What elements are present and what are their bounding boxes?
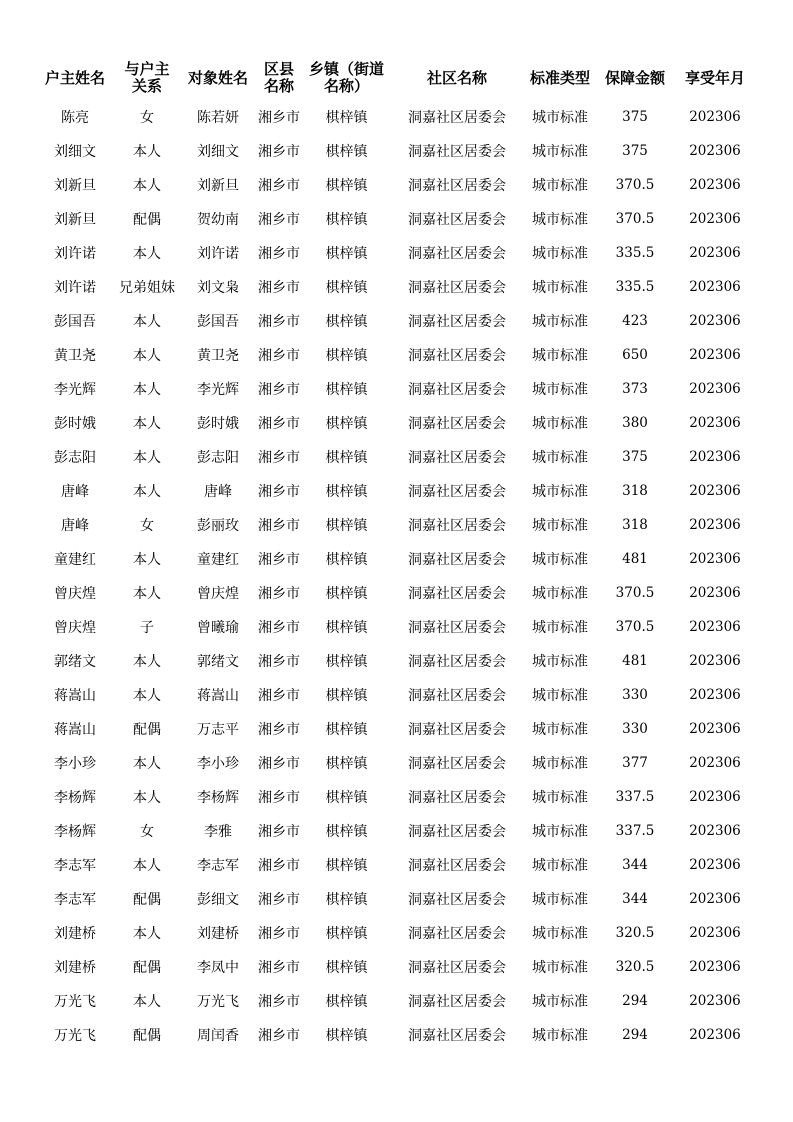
table-row xyxy=(38,542,755,576)
cell-period: 202306 xyxy=(689,313,741,329)
table-row xyxy=(38,270,755,304)
cell-county: 湘乡市 xyxy=(258,178,300,194)
cell-county: 湘乡市 xyxy=(258,688,300,704)
cell-town: 棋梓镇 xyxy=(325,552,368,568)
table-row xyxy=(38,168,755,202)
table-row xyxy=(38,882,755,916)
cell-standard-type: 城市标准 xyxy=(532,416,588,432)
cell-period: 202306 xyxy=(689,279,741,295)
table-row xyxy=(38,338,755,372)
cell-period: 202306 xyxy=(689,755,741,771)
cell-amount: 335.5 xyxy=(615,245,655,261)
allowance-table xyxy=(38,56,755,1052)
cell-amount: 330 xyxy=(622,721,648,737)
cell-standard-type: 城市标准 xyxy=(532,1028,588,1044)
cell-household-head: 刘新旦 xyxy=(54,212,96,228)
cell-amount: 335.5 xyxy=(615,279,655,295)
cell-amount: 370.5 xyxy=(615,177,655,193)
cell-household-head: 万光飞 xyxy=(54,1028,96,1044)
cell-amount: 320.5 xyxy=(615,925,655,941)
cell-standard-type: 城市标准 xyxy=(532,348,588,364)
cell-county: 湘乡市 xyxy=(258,790,300,806)
cell-period: 202306 xyxy=(689,483,741,499)
cell-standard-type: 城市标准 xyxy=(532,688,588,704)
cell-household-head: 万光飞 xyxy=(54,994,96,1010)
cell-standard-type: 城市标准 xyxy=(532,620,588,636)
cell-community: 洞嘉社区居委会 xyxy=(408,484,506,500)
cell-recipient-name: 刘新旦 xyxy=(197,178,239,194)
cell-relationship: 本人 xyxy=(133,756,161,772)
cell-period: 202306 xyxy=(689,721,741,737)
cell-standard-type: 城市标准 xyxy=(532,314,588,330)
cell-household-head: 陈亮 xyxy=(61,110,89,126)
cell-town: 棋梓镇 xyxy=(325,280,368,296)
cell-community: 洞嘉社区居委会 xyxy=(408,756,506,772)
cell-county: 湘乡市 xyxy=(258,620,300,636)
table-row xyxy=(38,916,755,950)
cell-period: 202306 xyxy=(689,109,741,125)
table-row xyxy=(38,712,755,746)
cell-community: 洞嘉社区居委会 xyxy=(408,348,506,364)
cell-town: 棋梓镇 xyxy=(325,1028,368,1044)
cell-recipient-name: 彭细文 xyxy=(197,892,239,908)
table-row xyxy=(38,1018,755,1052)
cell-recipient-name: 刘许诺 xyxy=(197,246,239,262)
cell-town: 棋梓镇 xyxy=(325,756,368,772)
cell-town: 棋梓镇 xyxy=(325,688,368,704)
cell-relationship: 配偶 xyxy=(133,212,161,228)
cell-household-head: 彭国吾 xyxy=(54,314,96,330)
cell-period: 202306 xyxy=(689,653,741,669)
cell-standard-type: 城市标准 xyxy=(532,858,588,874)
cell-town: 棋梓镇 xyxy=(325,110,368,126)
cell-period: 202306 xyxy=(689,449,741,465)
cell-community: 洞嘉社区居委会 xyxy=(408,994,506,1010)
cell-recipient-name: 唐峰 xyxy=(204,484,232,500)
header-standard-type: 标准类型 xyxy=(529,68,590,87)
cell-standard-type: 城市标准 xyxy=(532,790,588,806)
cell-county: 湘乡市 xyxy=(258,314,300,330)
table-row xyxy=(38,610,755,644)
cell-period: 202306 xyxy=(689,687,741,703)
cell-standard-type: 城市标准 xyxy=(532,756,588,772)
cell-relationship: 本人 xyxy=(133,790,161,806)
cell-standard-type: 城市标准 xyxy=(532,212,588,228)
cell-town: 棋梓镇 xyxy=(325,246,368,262)
cell-relationship: 本人 xyxy=(133,654,161,670)
cell-amount: 481 xyxy=(622,551,648,567)
cell-period: 202306 xyxy=(689,823,741,839)
cell-standard-type: 城市标准 xyxy=(532,960,588,976)
table-row xyxy=(38,474,755,508)
cell-town: 棋梓镇 xyxy=(325,960,368,976)
cell-recipient-name: 万光飞 xyxy=(197,994,239,1010)
cell-town: 棋梓镇 xyxy=(325,382,368,398)
cell-amount: 337.5 xyxy=(615,789,655,805)
cell-relationship: 配偶 xyxy=(133,722,161,738)
cell-standard-type: 城市标准 xyxy=(532,484,588,500)
document-page xyxy=(38,56,755,1052)
cell-relationship: 配偶 xyxy=(133,960,161,976)
cell-amount: 375 xyxy=(622,143,648,159)
cell-period: 202306 xyxy=(689,143,741,159)
cell-household-head: 彭志阳 xyxy=(54,450,96,466)
table-row xyxy=(38,304,755,338)
cell-standard-type: 城市标准 xyxy=(532,246,588,262)
cell-town: 棋梓镇 xyxy=(325,450,368,466)
cell-standard-type: 城市标准 xyxy=(532,178,588,194)
cell-recipient-name: 周闰香 xyxy=(197,1028,239,1044)
cell-community: 洞嘉社区居委会 xyxy=(408,620,506,636)
cell-standard-type: 城市标准 xyxy=(532,722,588,738)
cell-amount: 370.5 xyxy=(615,211,655,227)
cell-relationship: 本人 xyxy=(133,688,161,704)
cell-town: 棋梓镇 xyxy=(325,348,368,364)
cell-household-head: 李杨辉 xyxy=(54,790,96,806)
cell-county: 湘乡市 xyxy=(258,892,300,908)
cell-standard-type: 城市标准 xyxy=(532,552,588,568)
cell-county: 湘乡市 xyxy=(258,450,300,466)
cell-standard-type: 城市标准 xyxy=(532,518,588,534)
cell-community: 洞嘉社区居委会 xyxy=(408,892,506,908)
cell-recipient-name: 刘文枭 xyxy=(197,280,239,296)
table-row xyxy=(38,576,755,610)
cell-household-head: 刘许诺 xyxy=(54,246,96,262)
cell-county: 湘乡市 xyxy=(258,756,300,772)
table-row xyxy=(38,134,755,168)
table-row xyxy=(38,202,755,236)
cell-period: 202306 xyxy=(689,177,741,193)
cell-period: 202306 xyxy=(689,551,741,567)
cell-county: 湘乡市 xyxy=(258,994,300,1010)
cell-town: 棋梓镇 xyxy=(325,212,368,228)
cell-recipient-name: 郭绪文 xyxy=(197,654,239,670)
cell-relationship: 本人 xyxy=(133,484,161,500)
cell-household-head: 刘建桥 xyxy=(54,926,96,942)
cell-relationship: 本人 xyxy=(133,450,161,466)
cell-county: 湘乡市 xyxy=(258,654,300,670)
cell-standard-type: 城市标准 xyxy=(532,994,588,1010)
cell-county: 湘乡市 xyxy=(258,518,300,534)
cell-household-head: 蒋嵩山 xyxy=(54,722,96,738)
cell-amount: 370.5 xyxy=(615,585,655,601)
cell-household-head: 黄卫尧 xyxy=(54,348,96,364)
cell-household-head: 刘许诺 xyxy=(54,280,96,296)
cell-amount: 380 xyxy=(622,415,648,431)
cell-recipient-name: 刘细文 xyxy=(197,144,239,160)
cell-county: 湘乡市 xyxy=(258,1028,300,1044)
cell-recipient-name: 黄卫尧 xyxy=(197,348,239,364)
cell-recipient-name: 万志平 xyxy=(197,722,239,738)
cell-community: 洞嘉社区居委会 xyxy=(408,790,506,806)
cell-period: 202306 xyxy=(689,211,741,227)
cell-standard-type: 城市标准 xyxy=(532,892,588,908)
table-row xyxy=(38,984,755,1018)
cell-town: 棋梓镇 xyxy=(325,892,368,908)
cell-community: 洞嘉社区居委会 xyxy=(408,654,506,670)
cell-amount: 318 xyxy=(622,483,648,499)
header-amount: 保障金额 xyxy=(604,68,665,87)
cell-relationship: 女 xyxy=(140,824,154,840)
cell-community: 洞嘉社区居委会 xyxy=(408,382,506,398)
table-body xyxy=(38,100,755,1052)
cell-household-head: 童建红 xyxy=(54,552,96,568)
cell-relationship: 本人 xyxy=(133,314,161,330)
cell-town: 棋梓镇 xyxy=(325,620,368,636)
cell-relationship: 本人 xyxy=(133,144,161,160)
cell-community: 洞嘉社区居委会 xyxy=(408,178,506,194)
cell-county: 湘乡市 xyxy=(258,110,300,126)
header-town: 乡镇（街道 名称） xyxy=(308,60,384,95)
cell-recipient-name: 李志军 xyxy=(197,858,239,874)
table-row xyxy=(38,746,755,780)
cell-community: 洞嘉社区居委会 xyxy=(408,110,506,126)
cell-relationship: 本人 xyxy=(133,348,161,364)
cell-relationship: 配偶 xyxy=(133,1028,161,1044)
cell-relationship: 女 xyxy=(140,518,154,534)
cell-standard-type: 城市标准 xyxy=(532,144,588,160)
cell-period: 202306 xyxy=(689,857,741,873)
cell-recipient-name: 彭志阳 xyxy=(197,450,239,466)
cell-town: 棋梓镇 xyxy=(325,926,368,942)
cell-period: 202306 xyxy=(689,959,741,975)
cell-county: 湘乡市 xyxy=(258,416,300,432)
cell-community: 洞嘉社区居委会 xyxy=(408,1028,506,1044)
cell-relationship: 本人 xyxy=(133,416,161,432)
cell-period: 202306 xyxy=(689,891,741,907)
cell-relationship: 本人 xyxy=(133,586,161,602)
header-period: 享受年月 xyxy=(684,68,745,87)
cell-household-head: 彭时娥 xyxy=(54,416,96,432)
cell-recipient-name: 曾庆煌 xyxy=(197,586,239,602)
cell-period: 202306 xyxy=(689,245,741,261)
header-household-head: 户主姓名 xyxy=(44,68,105,87)
cell-relationship: 本人 xyxy=(133,926,161,942)
table-row xyxy=(38,508,755,542)
cell-standard-type: 城市标准 xyxy=(532,824,588,840)
cell-county: 湘乡市 xyxy=(258,960,300,976)
cell-recipient-name: 李光辉 xyxy=(197,382,239,398)
cell-amount: 320.5 xyxy=(615,959,655,975)
cell-community: 洞嘉社区居委会 xyxy=(408,246,506,262)
header-relationship: 与户主 关系 xyxy=(124,60,170,95)
cell-standard-type: 城市标准 xyxy=(532,382,588,398)
cell-standard-type: 城市标准 xyxy=(532,586,588,602)
cell-period: 202306 xyxy=(689,925,741,941)
table-row xyxy=(38,678,755,712)
cell-community: 洞嘉社区居委会 xyxy=(408,824,506,840)
cell-household-head: 李杨辉 xyxy=(54,824,96,840)
cell-amount: 337.5 xyxy=(615,823,655,839)
cell-relationship: 配偶 xyxy=(133,892,161,908)
cell-relationship: 本人 xyxy=(133,178,161,194)
cell-household-head: 李小珍 xyxy=(54,756,96,772)
cell-county: 湘乡市 xyxy=(258,552,300,568)
cell-household-head: 郭绪文 xyxy=(54,654,96,670)
cell-amount: 375 xyxy=(622,109,648,125)
cell-household-head: 唐峰 xyxy=(61,518,89,534)
cell-county: 湘乡市 xyxy=(258,722,300,738)
cell-amount: 294 xyxy=(622,1027,648,1043)
cell-recipient-name: 李雅 xyxy=(204,824,232,840)
cell-community: 洞嘉社区居委会 xyxy=(408,552,506,568)
cell-amount: 423 xyxy=(622,313,648,329)
cell-community: 洞嘉社区居委会 xyxy=(408,518,506,534)
cell-town: 棋梓镇 xyxy=(325,654,368,670)
table-row xyxy=(38,440,755,474)
cell-relationship: 女 xyxy=(140,110,154,126)
cell-recipient-name: 曾曦瑜 xyxy=(197,620,239,636)
cell-county: 湘乡市 xyxy=(258,382,300,398)
cell-amount: 370.5 xyxy=(615,619,655,635)
cell-household-head: 刘新旦 xyxy=(54,178,96,194)
cell-county: 湘乡市 xyxy=(258,246,300,262)
cell-standard-type: 城市标准 xyxy=(532,280,588,296)
cell-amount: 330 xyxy=(622,687,648,703)
cell-community: 洞嘉社区居委会 xyxy=(408,314,506,330)
cell-town: 棋梓镇 xyxy=(325,416,368,432)
cell-amount: 344 xyxy=(622,891,648,907)
cell-amount: 377 xyxy=(622,755,648,771)
cell-relationship: 本人 xyxy=(133,552,161,568)
cell-period: 202306 xyxy=(689,381,741,397)
cell-community: 洞嘉社区居委会 xyxy=(408,722,506,738)
cell-community: 洞嘉社区居委会 xyxy=(408,586,506,602)
cell-relationship: 兄弟姐妹 xyxy=(119,280,175,296)
cell-standard-type: 城市标准 xyxy=(532,926,588,942)
cell-recipient-name: 刘建桥 xyxy=(197,926,239,942)
cell-community: 洞嘉社区居委会 xyxy=(408,858,506,874)
cell-recipient-name: 李小珍 xyxy=(197,756,239,772)
cell-community: 洞嘉社区居委会 xyxy=(408,416,506,432)
cell-period: 202306 xyxy=(689,347,741,363)
cell-town: 棋梓镇 xyxy=(325,824,368,840)
cell-county: 湘乡市 xyxy=(258,926,300,942)
table-row xyxy=(38,848,755,882)
cell-standard-type: 城市标准 xyxy=(532,654,588,670)
cell-amount: 318 xyxy=(622,517,648,533)
cell-community: 洞嘉社区居委会 xyxy=(408,450,506,466)
cell-community: 洞嘉社区居委会 xyxy=(408,960,506,976)
table-row xyxy=(38,950,755,984)
cell-community: 洞嘉社区居委会 xyxy=(408,212,506,228)
cell-household-head: 曾庆煌 xyxy=(54,586,96,602)
cell-household-head: 刘细文 xyxy=(54,144,96,160)
cell-recipient-name: 彭时娥 xyxy=(197,416,239,432)
cell-household-head: 曾庆煌 xyxy=(54,620,96,636)
cell-town: 棋梓镇 xyxy=(325,314,368,330)
table-row xyxy=(38,406,755,440)
cell-town: 棋梓镇 xyxy=(325,722,368,738)
cell-town: 棋梓镇 xyxy=(325,994,368,1010)
cell-town: 棋梓镇 xyxy=(325,790,368,806)
cell-period: 202306 xyxy=(689,1027,741,1043)
cell-relationship: 子 xyxy=(140,620,154,636)
cell-recipient-name: 彭国吾 xyxy=(197,314,239,330)
cell-county: 湘乡市 xyxy=(258,484,300,500)
cell-county: 湘乡市 xyxy=(258,858,300,874)
cell-period: 202306 xyxy=(689,993,741,1009)
table-row xyxy=(38,100,755,134)
cell-county: 湘乡市 xyxy=(258,348,300,364)
cell-community: 洞嘉社区居委会 xyxy=(408,926,506,942)
header-recipient-name: 对象姓名 xyxy=(187,68,248,87)
cell-household-head: 唐峰 xyxy=(61,484,89,500)
table-row xyxy=(38,372,755,406)
cell-county: 湘乡市 xyxy=(258,212,300,228)
cell-period: 202306 xyxy=(689,789,741,805)
cell-period: 202306 xyxy=(689,517,741,533)
cell-county: 湘乡市 xyxy=(258,586,300,602)
table-row xyxy=(38,780,755,814)
table-row xyxy=(38,644,755,678)
cell-amount: 481 xyxy=(622,653,648,669)
cell-recipient-name: 童建红 xyxy=(197,552,239,568)
cell-recipient-name: 李凤中 xyxy=(197,960,239,976)
table-header-row xyxy=(38,56,755,100)
cell-amount: 373 xyxy=(622,381,648,397)
cell-recipient-name: 贺幼南 xyxy=(197,212,239,228)
cell-household-head: 李光辉 xyxy=(54,382,96,398)
cell-standard-type: 城市标准 xyxy=(532,110,588,126)
cell-relationship: 本人 xyxy=(133,382,161,398)
cell-recipient-name: 陈若妍 xyxy=(197,110,239,126)
cell-household-head: 刘建桥 xyxy=(54,960,96,976)
cell-county: 湘乡市 xyxy=(258,144,300,160)
cell-relationship: 本人 xyxy=(133,994,161,1010)
table-row xyxy=(38,814,755,848)
cell-relationship: 本人 xyxy=(133,858,161,874)
cell-community: 洞嘉社区居委会 xyxy=(408,688,506,704)
cell-town: 棋梓镇 xyxy=(325,484,368,500)
cell-town: 棋梓镇 xyxy=(325,858,368,874)
cell-community: 洞嘉社区居委会 xyxy=(408,280,506,296)
cell-amount: 375 xyxy=(622,449,648,465)
cell-amount: 344 xyxy=(622,857,648,873)
cell-household-head: 李志军 xyxy=(54,858,96,874)
cell-town: 棋梓镇 xyxy=(325,586,368,602)
table-row xyxy=(38,236,755,270)
cell-county: 湘乡市 xyxy=(258,280,300,296)
cell-period: 202306 xyxy=(689,585,741,601)
cell-town: 棋梓镇 xyxy=(325,144,368,160)
cell-town: 棋梓镇 xyxy=(325,518,368,534)
cell-period: 202306 xyxy=(689,619,741,635)
cell-household-head: 李志军 xyxy=(54,892,96,908)
cell-period: 202306 xyxy=(689,415,741,431)
cell-community: 洞嘉社区居委会 xyxy=(408,144,506,160)
cell-amount: 294 xyxy=(622,993,648,1009)
header-county: 区县 名称 xyxy=(263,60,294,95)
cell-recipient-name: 彭丽玫 xyxy=(197,518,239,534)
cell-county: 湘乡市 xyxy=(258,824,300,840)
cell-amount: 650 xyxy=(622,347,648,363)
cell-town: 棋梓镇 xyxy=(325,178,368,194)
cell-recipient-name: 蒋嵩山 xyxy=(197,688,239,704)
cell-household-head: 蒋嵩山 xyxy=(54,688,96,704)
cell-standard-type: 城市标准 xyxy=(532,450,588,466)
cell-relationship: 本人 xyxy=(133,246,161,262)
header-community: 社区名称 xyxy=(426,68,487,87)
cell-recipient-name: 李杨辉 xyxy=(197,790,239,806)
